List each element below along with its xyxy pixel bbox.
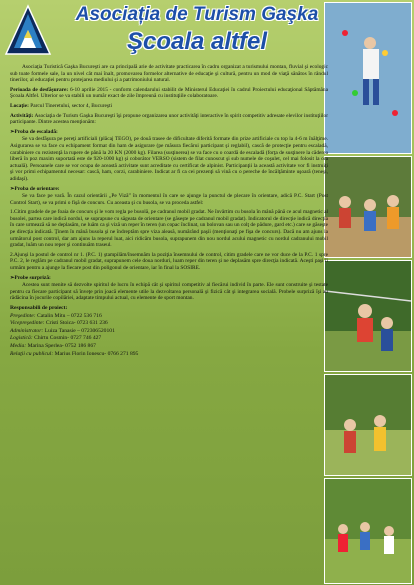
program-title: Şcoala altfel	[126, 28, 268, 55]
rope-course-photo	[324, 260, 412, 372]
gaska-logo	[4, 4, 52, 58]
responsible-row: Preşedinte: Catalin Mitu – 0722 536 716	[10, 312, 102, 319]
responsible-row: Logistică: Chirtu Cosmin- 0727 746 427	[10, 335, 102, 342]
flyer-content	[10, 64, 328, 358]
responsibles-title: Responsabili de proiect:	[10, 305, 68, 311]
responsible-row: Administrator: Luiza Tanasie – 072306520101	[10, 327, 115, 334]
orienteering-photo	[324, 374, 412, 476]
responsible-row: Relaţii cu publicul: Marius Florin Ionescu- 0766 271 895	[10, 350, 139, 357]
orienteering-paragraph-1: Se va face pe vară. În cazul orientării „Pe Viză” în momentul în care se ajunge la punctul de plecare în orientare, adică P.C. Start (Post Control Start), se va primi o fişă de concurs. Cu aceasta şi cu busola, se va proceda astfel:	[10, 193, 328, 206]
location-paragraph	[10, 103, 328, 110]
climbing-photo	[324, 2, 412, 154]
intro-paragraph: Asociaţia Turistică Gaşka Bucureşti are ca principală arie de activitate practicarea în cadru organizat a turismului montan, fluvial şi ecologic sub toate formele sale, la un nivel cât mai înalt, promovarea formelor alternative de educaţie şi cultură, pentru un mod de viaţă sănătos în rândul tinerilor, al educaţiei pentru protejarea mediului şi a patrimoniului natural.	[10, 64, 328, 84]
period-label: Perioada de desfăşurare:	[10, 86, 69, 93]
section-title-orienteering: ➢Proba de orientare:	[10, 185, 60, 192]
children-outdoors-photo	[324, 156, 412, 258]
activities-label: Activităţi:	[10, 112, 34, 119]
climbing-paragraph: Se va desfăşura pe pereţi artificiali (plăcaj TEGO), pe două trasee de dificultate diferită formate din prize artificiale cu top la 4-6 m înălţime. Asigurarea se va face cu echipament format din ham de asigurare (pe măsura fiecărui participant şi reglabil), cască de protecţie pentru escaladă, carabiniere cu rezistenţă la rupere de până la 20 KN (2000 kg). Filarea (susţinerea) se va face cu o coardă de escaladă (forţa de susţinere la căderea liberă în poz maxim suportată este de 920-1000 kg) şi coborâtor VERSO (sistem de filat cunoscut şi sub numele de coşulet, cel mai folosit la ora actuală). Persoanele care se vor ocupa de această activitate sunt acreditate cu certificat de alpinist. Participanţii la această activitate vor fi instruiţi şi vor primi echipamentul necesar: cască, ham, corzi, carabiniere. Indicat ar fi ca cei prezenţi să vină cu o pereche de încălţăminte uşoară (teneşi, adidaşi).	[10, 136, 328, 182]
location-label: Locaţie:	[10, 102, 29, 109]
running-children-photo	[324, 478, 412, 584]
responsibles-block	[10, 305, 328, 358]
orienteering-paragraph-3: 2.Ajunşi la postul de control nr 1. (P.C. 1) ştampilăm/însemnăm la poziţia însemnului de control, citim gradele care ne vor duce de la P.C. 1 spre P.C. 2, le reglăm pe cadranul mobil gradat, suprapunem cele doua nordurі, luam reper din teren şi ne deplasăm spre direcţia indicată. Aceşti paşi îi urmăm pentru a ajunge la fiecare post din poligonul de orientare, iar în final la SOSIRE.	[10, 251, 328, 272]
activities-paragraph	[10, 113, 328, 126]
location-text: Parcul Tineretului, sector 4, Bucureşti	[30, 102, 112, 109]
activities-text: Asociaţia de Turism Gaşka Bucureşti îşi propune organizarea unor activităţi interactive în spirit competitiv adresate elevilor instituţiilor participante. Dintre acestea menţionăm:	[10, 112, 328, 126]
period-text: 6-10 aprilie 2015 - conform calendarului stabilit de Ministerul Educaţiei în cadrul Proiectului educaţional Săptămâna Şcoala Altfel. Ulterior se va stabili un număr exact de zile împreună cu instituţiile colaboratoare.	[10, 86, 328, 100]
photo-strip	[322, 0, 414, 585]
period-paragraph	[10, 87, 328, 100]
organization-title: Asociația de Turism Gaşka	[75, 4, 319, 25]
responsible-row: Media: Marina Sperlea- 0752 186 867	[10, 342, 96, 349]
section-title-surprise: ➢Probe surpriză:	[10, 274, 51, 281]
responsible-row: Vicepreşedinte: Cristi Stoica- 0723 631 236	[10, 320, 108, 327]
orienteering-paragraph-2: 1.Citim gradele de pe foaia de concurs şi le vom regla pe busolă, pe cadranul mobil gradat. Ne învârtim cu busola în mână până ce acul magnetic al busolei, partea care indică nordul, se suprapune cu săgeata de orientare (se găseşte pe cadranul mobil gradat). Indicatorul de direcţie indică direcţia în care urmează să ne deplasăm, ne luăm ca şi viză un reper în teren (un copac înclinat, un bolovan sau un colţ de pădure, gard etc.) care se găseşte pe direcţia indicată. Ţinem în mână busola şi ne îndreptăm spre viza aleasă, numărând paşii (menţionaţi pe fişa de concurs). Dacă nu am ajuns la următorul post control, dar am ajuns la reperul luat, aici ridicăm busola, suprapunem din nou nordul acului magnetic cu nordul cadranului mobil gradat, luăm un nou reper şi continuăm traseul.	[10, 209, 328, 249]
surprise-paragraph: Acestea sunt menite să dezvolte spiritul de lucru în echipă cât şi spiritul competitiv al fiecărui individ în parte. Ele sunt construite şi testate pentru ca fiecare participant să înveţe prin joacă elemente utile la dezvoltarea personală şi fizică cât şi integrarea socială. Probele surpriză îşi au rădăcina în jocurile copilăriei, adaptate timpului actual, cu elemente de sport montan.	[10, 282, 328, 302]
section-title-climbing: ➢Proba de escaladă:	[10, 128, 58, 135]
